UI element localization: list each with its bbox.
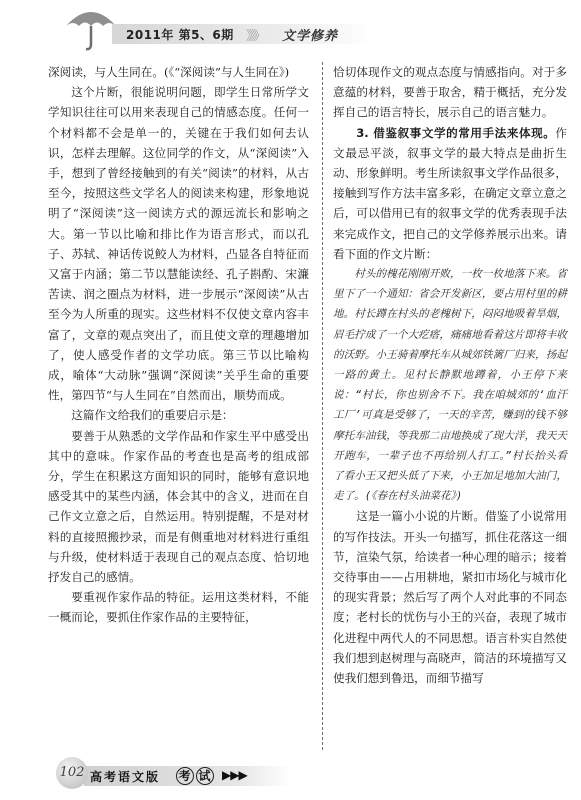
column-title: 文学修养 bbox=[282, 29, 339, 44]
story-excerpt: 村头的槐花刚刚开败，一枚一枚地落下来。省里下了一个通知：省会开发新区，要占用村里的耕地。村长蹲在村头的老槐树下，闷闷地吸着旱烟，眉毛拧成了一个大疙瘩，痛痛地看着这片即将丰收的沃野。小王骑着摩托车从城郊铁篱厂归来，扬起一路的黄土。见村长静默地蹲着，小王停下来说：“村长，你也别舍不下。我在咱城郊的‘血汗工厂’可真是受够了，一天的辛苦，赚到的钱不够摩托车油钱，等我那二亩地换成了现大洋，我天天开跑车，一辈子也不再给别人打工。”村长抬头看了看小王又把头低了下来，小王加足地加大油门，走了。(《春在村头油菜花》) bbox=[333, 268, 567, 503]
paragraph: 这个片断，很能说明问题，即学生日常所学文学知识往往可以用来表现自己的情感态度。任何一个材料都不会是单一的，关键在于我们如何去认识，怎样去理解。这位同学的作文，从“深阅读”入手，想到了曾经接触到的有关“阅读”的材料，从古至今，按照这些文学名人的阅读来构建，形象地说明了“深阅读”这一阅读方式的源远流长和影响之大。第一节以比喻和排比作为语言形式，而以孔子、苏轼、神话传说鲛人为材料，凸显各自特征而又富于内涵；第二节以慧能读经、孔子斟酌、宋濂苦读、润之圈点为材料，进一步展示“深阅读”从古至今为人所重的现实。这些材料不仅使文章内容丰富了，文章的观点突出了，而且使文章的理趣增加了，使人感受作者的文学功底。第三节以比喻构成，喻体“大动脉”强调“深阅读”关乎生命的重要性，第四节“与人生同在”自然而出，顺势而成。 bbox=[48, 85, 309, 403]
paragraph: 这是一篇小小说的片断。借鉴了小说常用的写作技法。开头一句描写，抓住花落这一细节，渲染气氛，给读者一种心理的暗示；接着交待事由——占用耕地，紧扣市场化与城市化的现实背景；然后写了两个人对此事的不同态度；老村长的忧伤与小王的兴奋，表现了城市化进程中两代人的不同思想。语言朴实自然使我们想到赵树理与高晓声，简洁的环境描写又使我们想到鲁迅，而细节描写 bbox=[333, 509, 567, 686]
kaoshi-badges bbox=[176, 767, 216, 785]
paragraph bbox=[333, 123, 567, 264]
paragraph: 要重视作家作品的特征。运用这类材料，不能一概而论，要抓住作家作品的主要特征， bbox=[48, 590, 309, 625]
paragraph-text: 作文最忌平淡，叙事文学的最大特点是曲折生动、形象鲜明。考生所读叙事文学作品很多，接触到写作方法丰富多彩，在确定文章立意之后，可以借用已有的叙事文学的优秀表现手法来完成作文，把自己的文学修养展示出来。请看下面的作文片断： bbox=[333, 125, 567, 261]
kaoshi-char: 考 bbox=[176, 767, 194, 785]
kaoshi-char: 试 bbox=[196, 767, 214, 785]
issue-label: 2011年 第5、6期 bbox=[126, 28, 234, 42]
left-column bbox=[48, 62, 309, 628]
section-heading: 3. 借鉴叙事文学的常用手法来体现。 bbox=[356, 125, 556, 140]
column-divider bbox=[322, 62, 323, 750]
magazine-name: 高考语文版 bbox=[90, 770, 161, 784]
paragraph: 深阅读，与人生同在。(《“深阅读”与人生同在》) bbox=[48, 65, 290, 79]
paragraph: 要善于从熟悉的文学作品和作家生平中感受出其中的意味。作家作品的考查也是高考的组成部分，学生在积累这方面知识的同时，能够有意识地感受其中的某些内涵，体会其中的含义，进而在自己作文立意之后，自然运用。特别提醒，不是对材料的直接照搬抄录，而是有侧重地对材料进行重组与升级，使材料适于表现自己的观点态度、恰切地抒发自己的感情。 bbox=[48, 428, 309, 585]
page-header bbox=[0, 0, 581, 54]
page-footer bbox=[0, 752, 581, 800]
header-arrows-icon: 》》》 bbox=[246, 29, 264, 44]
footer-arrows-icon: ▶▶▶ bbox=[222, 768, 247, 782]
paragraph: 这篇作文给我们的重要启示是： bbox=[71, 408, 234, 423]
right-column bbox=[333, 62, 567, 688]
paragraph: 恰切体现作文的观点态度与情感指向。对于多意蕴的材料，要善于取舍，精于概括，充分发挥自己的语言特长，展示自己的语言魅力。 bbox=[333, 65, 567, 120]
page-number: 102 bbox=[59, 765, 85, 780]
